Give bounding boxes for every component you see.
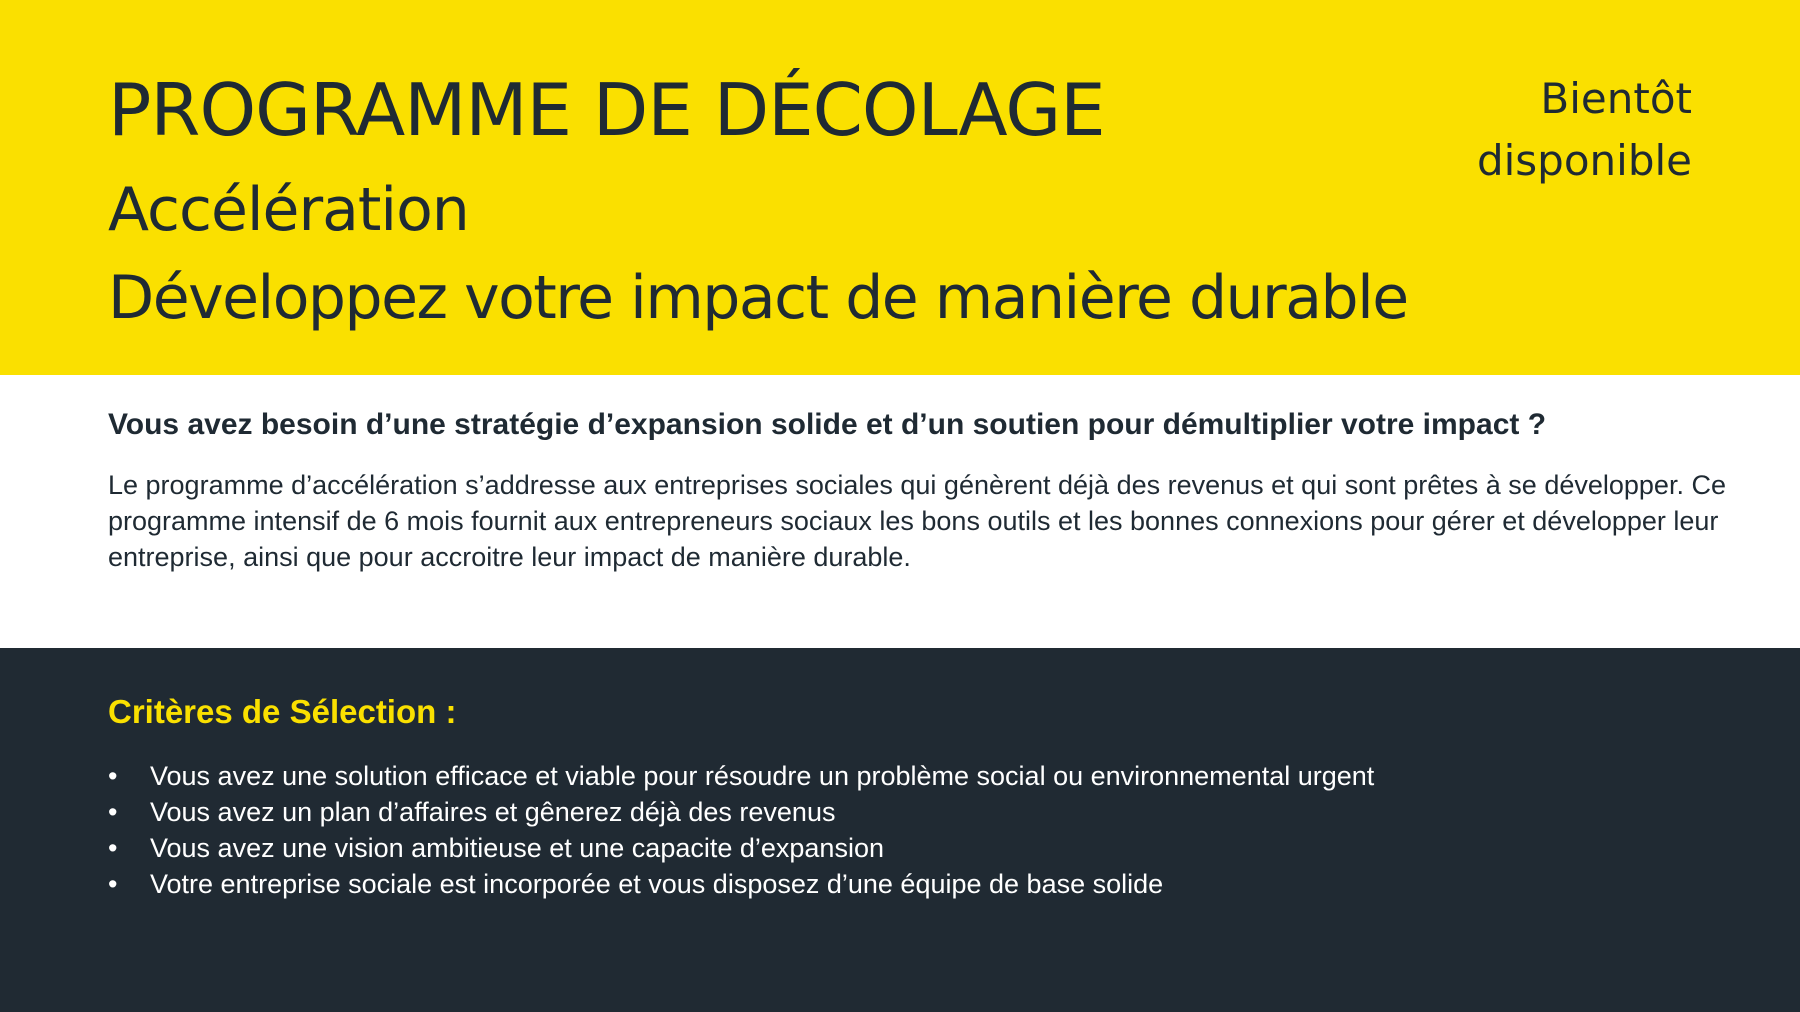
criteria-section <box>0 648 1800 1012</box>
intro-description: Le programme d’accélération s’addresse aux entreprises sociales qui génèrent déjà des revenus et qui sont prêtes à se développer. Ce programme intensif de 6 mois fournit aux entrepreneurs sociaux les bons outils et les bonnes connexions pour gérer et développer leur entreprise, ainsi que pour accroitre leur impact de manière durable. <box>108 470 1726 572</box>
bullet-icon: • <box>108 869 118 899</box>
bullet-icon: • <box>108 761 118 791</box>
list-item <box>108 758 1374 794</box>
criteria-title: Critères de Sélection : <box>108 693 457 730</box>
list-item <box>108 794 1374 830</box>
program-tagline: Développez votre impact de manière durable <box>108 263 1408 333</box>
program-title: PROGRAMME DE DÉCOLAGE <box>108 68 1105 152</box>
intro-question: Vous avez besoin d’une stratégie d’expansion solide et d’un soutien pour démultiplier votre impact ? <box>108 408 1547 441</box>
bullet-icon: • <box>108 797 118 827</box>
criteria-item-text: Vous avez une vision ambitieuse et une capacite d’expansion <box>150 833 884 863</box>
criteria-list <box>108 758 1374 902</box>
availability-status <box>1432 68 1692 192</box>
list-item <box>108 866 1374 902</box>
criteria-item-text: Vous avez une solution efficace et viable pour résoudre un problème social ou environnemental urgent <box>150 761 1375 791</box>
list-item <box>108 830 1374 866</box>
header-banner <box>0 0 1800 375</box>
availability-status-line2: disponible <box>1476 136 1692 185</box>
intro-section <box>0 375 1800 648</box>
criteria-item-text: Votre entreprise sociale est incorporée et vous disposez d’une équipe de base solide <box>150 869 1164 899</box>
program-subtitle: Accélération <box>108 175 469 245</box>
criteria-item-text: Vous avez un plan d’affaires et gênerez déjà des revenus <box>150 797 836 827</box>
availability-status-line1: Bientôt <box>1540 74 1692 123</box>
bullet-icon: • <box>108 833 118 863</box>
